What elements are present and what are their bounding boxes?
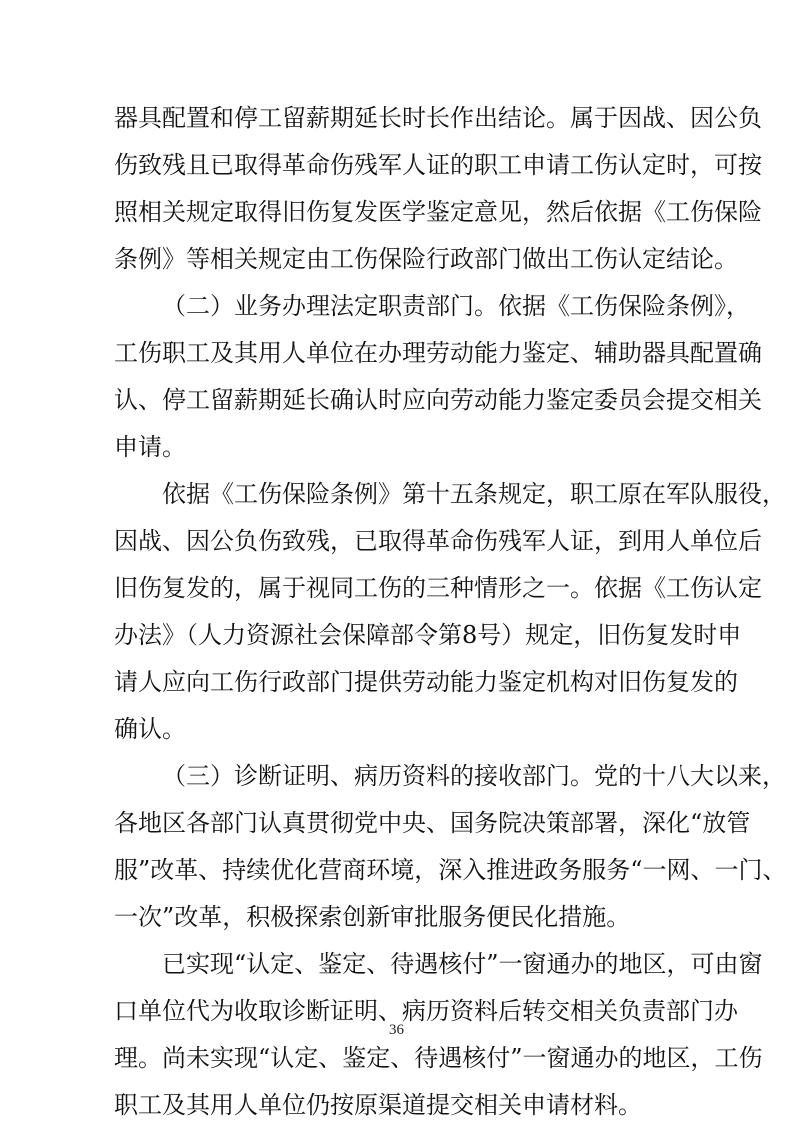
text-line: 请人应向工伤行政部门提供劳动能力鉴定机构对旧伤复发的	[114, 668, 738, 696]
text-line: 条例》等相关规定由工伤保险行政部门做出工伤认定结论。	[114, 245, 738, 273]
text-line: 已实现“认定、鉴定、待遇核付”一窗通办的地区，可由窗	[162, 950, 763, 978]
section-heading-line: （二）业务办理法定职责部门。依据《工伤保险条例》，	[162, 292, 750, 320]
text-line: 理。尚未实现“认定、鉴定、待遇核付”一窗通办的地区，工伤	[114, 1044, 763, 1072]
text-line: 依据《工伤保险条例》第十五条规定，职工原在军队服役，	[162, 480, 786, 508]
text-line: 因战、因公负伤致残，已取得革命伤残军人证，到用人单位后	[114, 527, 762, 555]
section-heading-line: （三）诊断证明、病历资料的接收部门。党的十八大以来，	[162, 762, 786, 790]
text-line: 服”改革、持续优化营商环境，深入推进政务服务“一网、一门、	[114, 856, 787, 884]
text-line: 器具配置和停工留薪期延长时长作出结论。属于因战、因公负	[114, 104, 762, 132]
text-line: 口单位代为收取诊断证明、病历资料后转交相关负责部门办	[114, 997, 738, 1025]
text-line: 确认。	[114, 715, 186, 743]
text-line: 一次”改革，积极探索创新审批服务便民化措施。	[114, 903, 631, 931]
page-number: 36	[389, 1022, 404, 1038]
text-line: 办法》（人力资源社会保障部令第8号）规定，旧伤复发时申	[114, 621, 742, 649]
text-line: 认、停工留薪期延长确认时应向劳动能力鉴定委员会提交相关	[114, 386, 762, 414]
text-line: 照相关规定取得旧伤复发医学鉴定意见，然后依据《工伤保险	[114, 198, 762, 226]
text-line: 申请。	[114, 433, 186, 461]
text-line: 职工及其用人单位仍按原渠道提交相关申请材料。	[114, 1091, 642, 1119]
text-line: 各地区各部门认真贯彻党中央、国务院决策部署，深化“放管	[114, 809, 751, 837]
text-line: 伤致残且已取得革命伤残军人证的职工申请工伤认定时，可按	[114, 151, 762, 179]
text-line: 旧伤复发的，属于视同工伤的三种情形之一。依据《工伤认定	[114, 574, 762, 602]
text-line: 工伤职工及其用人单位在办理劳动能力鉴定、辅助器具配置确	[114, 339, 762, 367]
